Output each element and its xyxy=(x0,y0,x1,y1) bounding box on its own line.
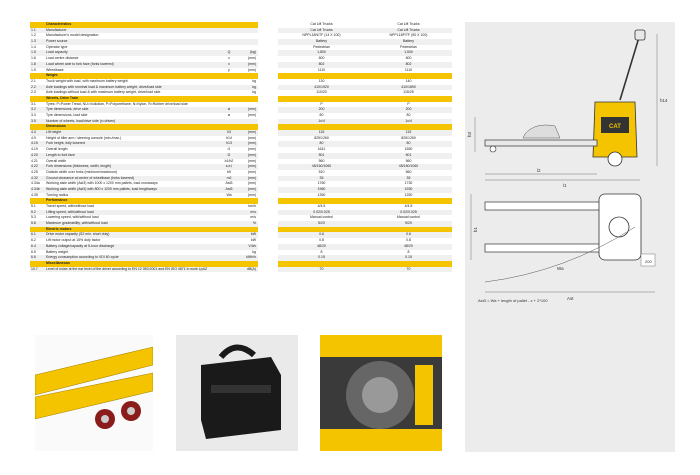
cell-v1: 1760 xyxy=(317,181,326,186)
cell-label: Axle loadings with nominal load & maximum battery weight, drive/load side xyxy=(46,84,162,89)
cell-unit: dB(A) xyxy=(247,266,256,271)
cell-num: 3.1 xyxy=(31,101,36,106)
cell-unit: m/s xyxy=(250,215,256,220)
cell-label: Lift motor output at 15% duty factor xyxy=(46,238,101,243)
cell-v1: 1,800 xyxy=(317,50,326,55)
cell-label: Weight xyxy=(46,73,58,78)
cell-num: 6.1 xyxy=(31,232,36,237)
cell-v2: 1250 xyxy=(404,192,413,197)
cell-v2: 115/25 xyxy=(403,90,414,95)
cell-v1: P xyxy=(320,101,323,106)
cell-v1: NPPL18N/TF (14 X 100) xyxy=(302,33,341,38)
cell-num: 4.35 xyxy=(31,192,38,197)
cell-v2: 1550 xyxy=(404,147,413,152)
cell-unit: kg xyxy=(252,249,256,254)
cell-num: 4.4 xyxy=(31,130,36,135)
cell-num: 10.7 xyxy=(31,266,38,271)
cell-v2: 35 xyxy=(406,175,411,180)
cell-num: 1.9 xyxy=(31,67,36,72)
top-view-diagram xyxy=(471,194,655,301)
cell-v1: 115 xyxy=(318,130,325,135)
cell-unit: m/s xyxy=(250,209,256,214)
cell-unit: (mm) xyxy=(247,186,256,191)
cell-v2: Manual control xyxy=(397,215,420,220)
cell-unit: kW xyxy=(250,238,256,243)
cell-label: Level of noise at the ear level of the driver according to EN 12 053:2001 and EN ISO 4871 in work LpAZ xyxy=(46,266,208,271)
cell-num: 2.2 xyxy=(31,84,36,89)
cell-unit: kg xyxy=(252,90,256,95)
truck-diagrams xyxy=(465,22,675,452)
cell-v1: 825/1260 xyxy=(314,135,329,140)
cell-unit: (mm) xyxy=(247,158,256,163)
cell-v2: 80 xyxy=(406,113,411,117)
cell-v1: 560 xyxy=(318,158,325,163)
cell-num: 3.5 xyxy=(31,118,36,123)
cell-unit: (mm) xyxy=(247,164,256,169)
dim-h3: h3 xyxy=(467,131,472,137)
cell-v2: 1110 xyxy=(404,67,413,72)
cell-v1: 0.6 xyxy=(319,232,324,237)
cell-v2: 1930 xyxy=(404,186,413,191)
cell-v1: Pedestrian xyxy=(313,44,330,49)
cell-num: 4.25 xyxy=(31,169,38,174)
cell-num: 1.4 xyxy=(31,44,36,49)
cell-v2: 115 xyxy=(405,130,412,135)
cell-v1: 1641 xyxy=(317,147,326,152)
cell-num: 4.19 xyxy=(31,147,38,152)
cell-v1: 48/20 xyxy=(317,243,326,248)
cell-unit: V/Ah xyxy=(248,243,256,248)
dim-l1: l1 xyxy=(563,183,567,188)
formula: Ast3 = Wa + length of pallet - x + 2*100 xyxy=(478,298,548,303)
photo-battery xyxy=(176,335,298,451)
cell-unit: (kg) xyxy=(249,50,256,55)
cell-v2: 0.02/0.025 xyxy=(400,209,417,214)
cell-v1: 0.02/0.025 xyxy=(313,209,330,214)
cell-v1: 130 xyxy=(318,78,325,83)
cell-v1: 45/160/1060 xyxy=(311,164,332,169)
cell-num: 5.3 xyxy=(31,215,36,220)
cell-sym: h13 xyxy=(226,141,232,146)
cell-unit: (mm) xyxy=(247,169,256,174)
cell-num: 3.3 xyxy=(31,113,36,117)
cell-unit: kg xyxy=(252,78,256,83)
cell-v1: 600 xyxy=(318,56,325,61)
cell-v1: 0.8 xyxy=(319,238,324,243)
cell-label: Drive motor capacity (S2 min. short duty) xyxy=(46,232,110,237)
cell-num: 3.2 xyxy=(31,107,36,112)
cell-v2: 80 xyxy=(406,141,411,146)
cell-unit: (mm) xyxy=(247,61,256,66)
cell-v1: 1960 xyxy=(317,186,326,191)
cell-unit: (mm) xyxy=(247,147,256,152)
cell-sym: Q xyxy=(227,50,231,55)
cell-sym: h14 xyxy=(226,135,232,140)
cell-v2: Pedestrian xyxy=(400,44,417,49)
cell-v2: 802 xyxy=(405,61,412,66)
cell-v2: 70 xyxy=(406,266,411,271)
cell-sym xyxy=(219,267,239,273)
cell-v2: 600 xyxy=(405,56,412,61)
cell-v1: Cat Lift Trucks xyxy=(310,27,333,32)
photo-forks-wheels xyxy=(35,335,153,451)
cell-v1: 501 xyxy=(318,152,325,157)
cell-num: 4.21 xyxy=(31,158,38,163)
cell-label: Load centre distance xyxy=(46,56,79,61)
cell-sym: b5 xyxy=(227,169,231,174)
side-view-diagram xyxy=(467,30,668,188)
tiller-head xyxy=(635,30,645,40)
cell-unit: (mm) xyxy=(247,135,256,140)
cell-sym: m2 xyxy=(226,175,232,180)
cell-label: Performance xyxy=(46,198,68,203)
cell-v1: 0.15 xyxy=(318,255,325,260)
cell-v2: 0.6 xyxy=(406,232,411,237)
cell-num: 2.3 xyxy=(31,90,36,95)
cell-num: 2.1 xyxy=(31,78,36,83)
cell-v2: Battery xyxy=(402,39,415,44)
cell-v2: 0.8 xyxy=(406,238,411,243)
spec-row xyxy=(30,267,452,273)
cell-unit: kWh/h xyxy=(246,255,256,260)
cell-v2: 5/20 xyxy=(405,221,412,226)
cell-v2: 45/160/1060 xyxy=(398,164,419,169)
cell-label: Height of tiller arm / steering console (min./max.) xyxy=(46,135,122,140)
cell-label: Load wheel axle to fork face (forks lowered) xyxy=(46,61,114,66)
cell-num: 4.22 xyxy=(31,164,38,169)
cell-num: 1.3 xyxy=(31,39,36,44)
cell-label: Lowering speed, with/without load xyxy=(46,215,99,220)
cell-v2: 1730 xyxy=(404,181,413,186)
cell-label: Power source xyxy=(46,39,68,44)
cell-unit: km/h xyxy=(248,204,256,208)
cell-label: Turning radius xyxy=(46,192,69,197)
cell-label: Ground clearance at centre of wheelbase (forks lowered) xyxy=(46,175,135,180)
spec-table xyxy=(30,22,452,272)
cell-v1: 410/1920 xyxy=(314,84,329,89)
cell-label: Overall width xyxy=(46,158,67,163)
cell-sym: Wa xyxy=(226,192,232,197)
cell-unit: (mm) xyxy=(247,113,256,117)
dim-wa: Wa xyxy=(557,266,564,271)
cell-v2: 501 xyxy=(405,152,412,157)
cell-sym: Ast3 xyxy=(225,186,233,191)
cell-num: 4.15 xyxy=(31,141,38,146)
cell-v2: 200 xyxy=(405,107,412,112)
cell-label: Overall length xyxy=(46,147,68,152)
drive-wheel-side xyxy=(608,152,622,166)
cell-sym: y xyxy=(228,67,230,72)
cell-v1: 8 xyxy=(320,249,323,254)
cell-unit: kg xyxy=(252,84,256,89)
cell-sym: l1 xyxy=(227,147,231,152)
cell-label: Length to fork face xyxy=(46,152,75,157)
cell-sym: l2 xyxy=(227,152,231,157)
cell-v2: P xyxy=(407,101,410,106)
cell-v2: Cat Lift Trucks xyxy=(397,27,420,32)
cell-label: Fork height, fully lowered xyxy=(46,141,85,146)
spec-rows xyxy=(30,28,452,273)
cell-v1: 1350 xyxy=(317,192,326,197)
cell-unit: (mm) xyxy=(247,56,256,61)
cell-label: Lift height xyxy=(46,130,62,135)
cell-label: Working aisle width (Ast3) with 800 x 1200 mm pallets, load lengthways xyxy=(46,186,157,191)
cell-v1: Battery xyxy=(315,39,328,44)
model-col-2-header: Cat Lift Trucks xyxy=(365,22,452,28)
cell-v1: 4/4.5 xyxy=(317,204,326,208)
cell-unit: (mm) xyxy=(247,181,256,186)
cell-num: 1.1 xyxy=(31,27,36,32)
load-outline xyxy=(523,125,560,138)
cell-label: Electric motors xyxy=(46,226,72,231)
cell-label: Tyres: P=Power Tread, NU=Vulkollan, P=Polyurethane, N=Nylon, R=Rubber drive/load side xyxy=(46,101,188,106)
cell-v1: 80 xyxy=(319,141,324,146)
cell-label: Load capacity xyxy=(46,50,68,55)
dim-200: 200 xyxy=(645,259,652,264)
cell-unit: kW xyxy=(250,232,256,237)
cell-label: Wheels, Drive Train xyxy=(46,95,79,100)
cell-v2: 140 xyxy=(405,78,412,83)
fork-top-1 xyxy=(485,202,603,210)
cell-num: 6.4 xyxy=(31,243,36,248)
cell-v1: 70 xyxy=(319,266,324,271)
cell-label: Manufacturer's model designation xyxy=(46,33,99,38)
photo-drive-unit xyxy=(320,335,442,451)
model-col-1-header: Cat Lift Trucks xyxy=(278,22,365,28)
cell-v1: 5/20 xyxy=(318,221,325,226)
dim-ast: Ast xyxy=(567,296,574,301)
cell-v2: 1x/4 xyxy=(405,118,412,123)
cell-sym: s,e,l xyxy=(225,164,233,169)
cell-num: 4.9 xyxy=(31,135,36,140)
tiller-arm xyxy=(620,34,640,100)
cell-label: Tyre dimensions, drive side xyxy=(46,107,89,112)
cell-sym: h3 xyxy=(227,130,231,135)
cell-label: Fork dimensions (thickness, width, length) xyxy=(46,164,112,169)
dim-h14: h14 xyxy=(660,98,668,103)
cell-num: 4.34b xyxy=(31,186,40,191)
cell-label: Operator type xyxy=(46,44,68,49)
section-title: Characteristics xyxy=(46,22,72,26)
cell-label: Axle loadings without load & with maximum battery weight, drive/load side xyxy=(46,90,161,95)
cell-label: Tyre dimensions, load side xyxy=(46,113,88,117)
cell-num: 1.5 xyxy=(31,50,36,55)
cell-v1: 35 xyxy=(319,175,324,180)
cell-label: Working aisle width (Ast3) with 1000 x 1200 mm pallets, load crossways xyxy=(46,181,158,186)
cell-num: 5.1 xyxy=(31,204,36,208)
cell-v2: NPPL18P/TF (50 X 100) xyxy=(389,33,428,38)
cell-unit: (mm) xyxy=(247,192,256,197)
cell-label: Truck weight with load, with maximum battery weight xyxy=(46,78,128,83)
cell-v1: Manual control xyxy=(310,215,333,220)
fork-top-2 xyxy=(485,244,603,252)
cell-v2: 4/4.5 xyxy=(404,204,413,208)
cell-sym: x xyxy=(228,61,230,66)
brand-text: CAT xyxy=(609,124,621,130)
cell-num: 6.6 xyxy=(31,255,36,260)
cell-label: Manufacturer xyxy=(46,27,67,32)
cell-label: Battery weight xyxy=(46,249,69,254)
cell-sym: b1/b2 xyxy=(224,158,234,163)
cell-num: 4.32 xyxy=(31,175,38,180)
cell-v1: 802 xyxy=(318,61,325,66)
dim-b1: b1 xyxy=(473,226,478,232)
cell-v2: 48/20 xyxy=(404,243,413,248)
load-wheel-side xyxy=(490,146,496,152)
cell-label: Battery voltage/capacity at 5-hour discharge xyxy=(46,243,115,248)
cell-unit: % xyxy=(252,221,256,226)
cell-unit: (mm) xyxy=(247,152,256,157)
cell-num: 4.34a xyxy=(31,181,40,186)
dim-l2: l2 xyxy=(537,168,541,173)
cell-v2: 825/1260 xyxy=(401,135,416,140)
cell-v2: 8 xyxy=(407,249,410,254)
cell-v2: 410/1890 xyxy=(401,84,416,89)
cell-v1: 1x/4 xyxy=(318,118,325,123)
cell-unit: (mm) xyxy=(247,130,256,135)
cell-v1: 80 xyxy=(319,113,324,117)
cell-label: Energy consumption according to VDI 60 cycle xyxy=(46,255,119,260)
cell-sym: c xyxy=(228,56,230,61)
cell-v1: 110/20 xyxy=(316,90,327,95)
cell-num: 5.2 xyxy=(31,209,36,214)
cell-v2: 560 xyxy=(405,169,412,174)
cell-v2: 0.15 xyxy=(405,255,412,260)
cell-v1: 200 xyxy=(318,107,325,112)
cell-label: Lifting speed, with/without load xyxy=(46,209,94,214)
cell-label: Number of wheels, load/drive side (x=driven) xyxy=(46,118,116,123)
cell-label: Dimensions xyxy=(46,124,66,129)
cell-v1: 1110 xyxy=(317,67,326,72)
cell-label: Maximum gradeability, with/without load xyxy=(46,221,108,226)
fork-side xyxy=(485,140,597,146)
cell-sym: ø xyxy=(227,107,231,112)
cell-sym: Ast3 xyxy=(225,181,233,186)
cell-num: 6.5 xyxy=(31,249,36,254)
diagram-panel xyxy=(465,22,675,452)
cell-unit: (mm) xyxy=(247,175,256,180)
cell-v2: 560 xyxy=(405,158,412,163)
cell-label: Travel speed, with/without load xyxy=(46,204,94,208)
cell-v2: 1,500 xyxy=(404,50,413,55)
cell-label: Miscellaneous xyxy=(46,260,70,265)
cell-num: 1.8 xyxy=(31,61,36,66)
cell-num: 4.20 xyxy=(31,152,38,157)
cell-unit: (mm) xyxy=(247,67,256,72)
cell-label: Wheelbase xyxy=(46,67,64,72)
cell-unit: (mm) xyxy=(247,141,256,146)
cell-num: 1.2 xyxy=(31,33,36,38)
cell-num: 1.6 xyxy=(31,56,36,61)
cell-num: 5.8 xyxy=(31,221,36,226)
cell-label: Outside width over forks (minimum/maximum) xyxy=(46,169,118,174)
cell-num: 6.2 xyxy=(31,238,36,243)
drive-wheel-top xyxy=(609,217,629,237)
cell-unit: (mm) xyxy=(247,107,256,112)
cell-v1: 510 xyxy=(318,169,325,174)
cell-sym: ø xyxy=(227,113,231,117)
